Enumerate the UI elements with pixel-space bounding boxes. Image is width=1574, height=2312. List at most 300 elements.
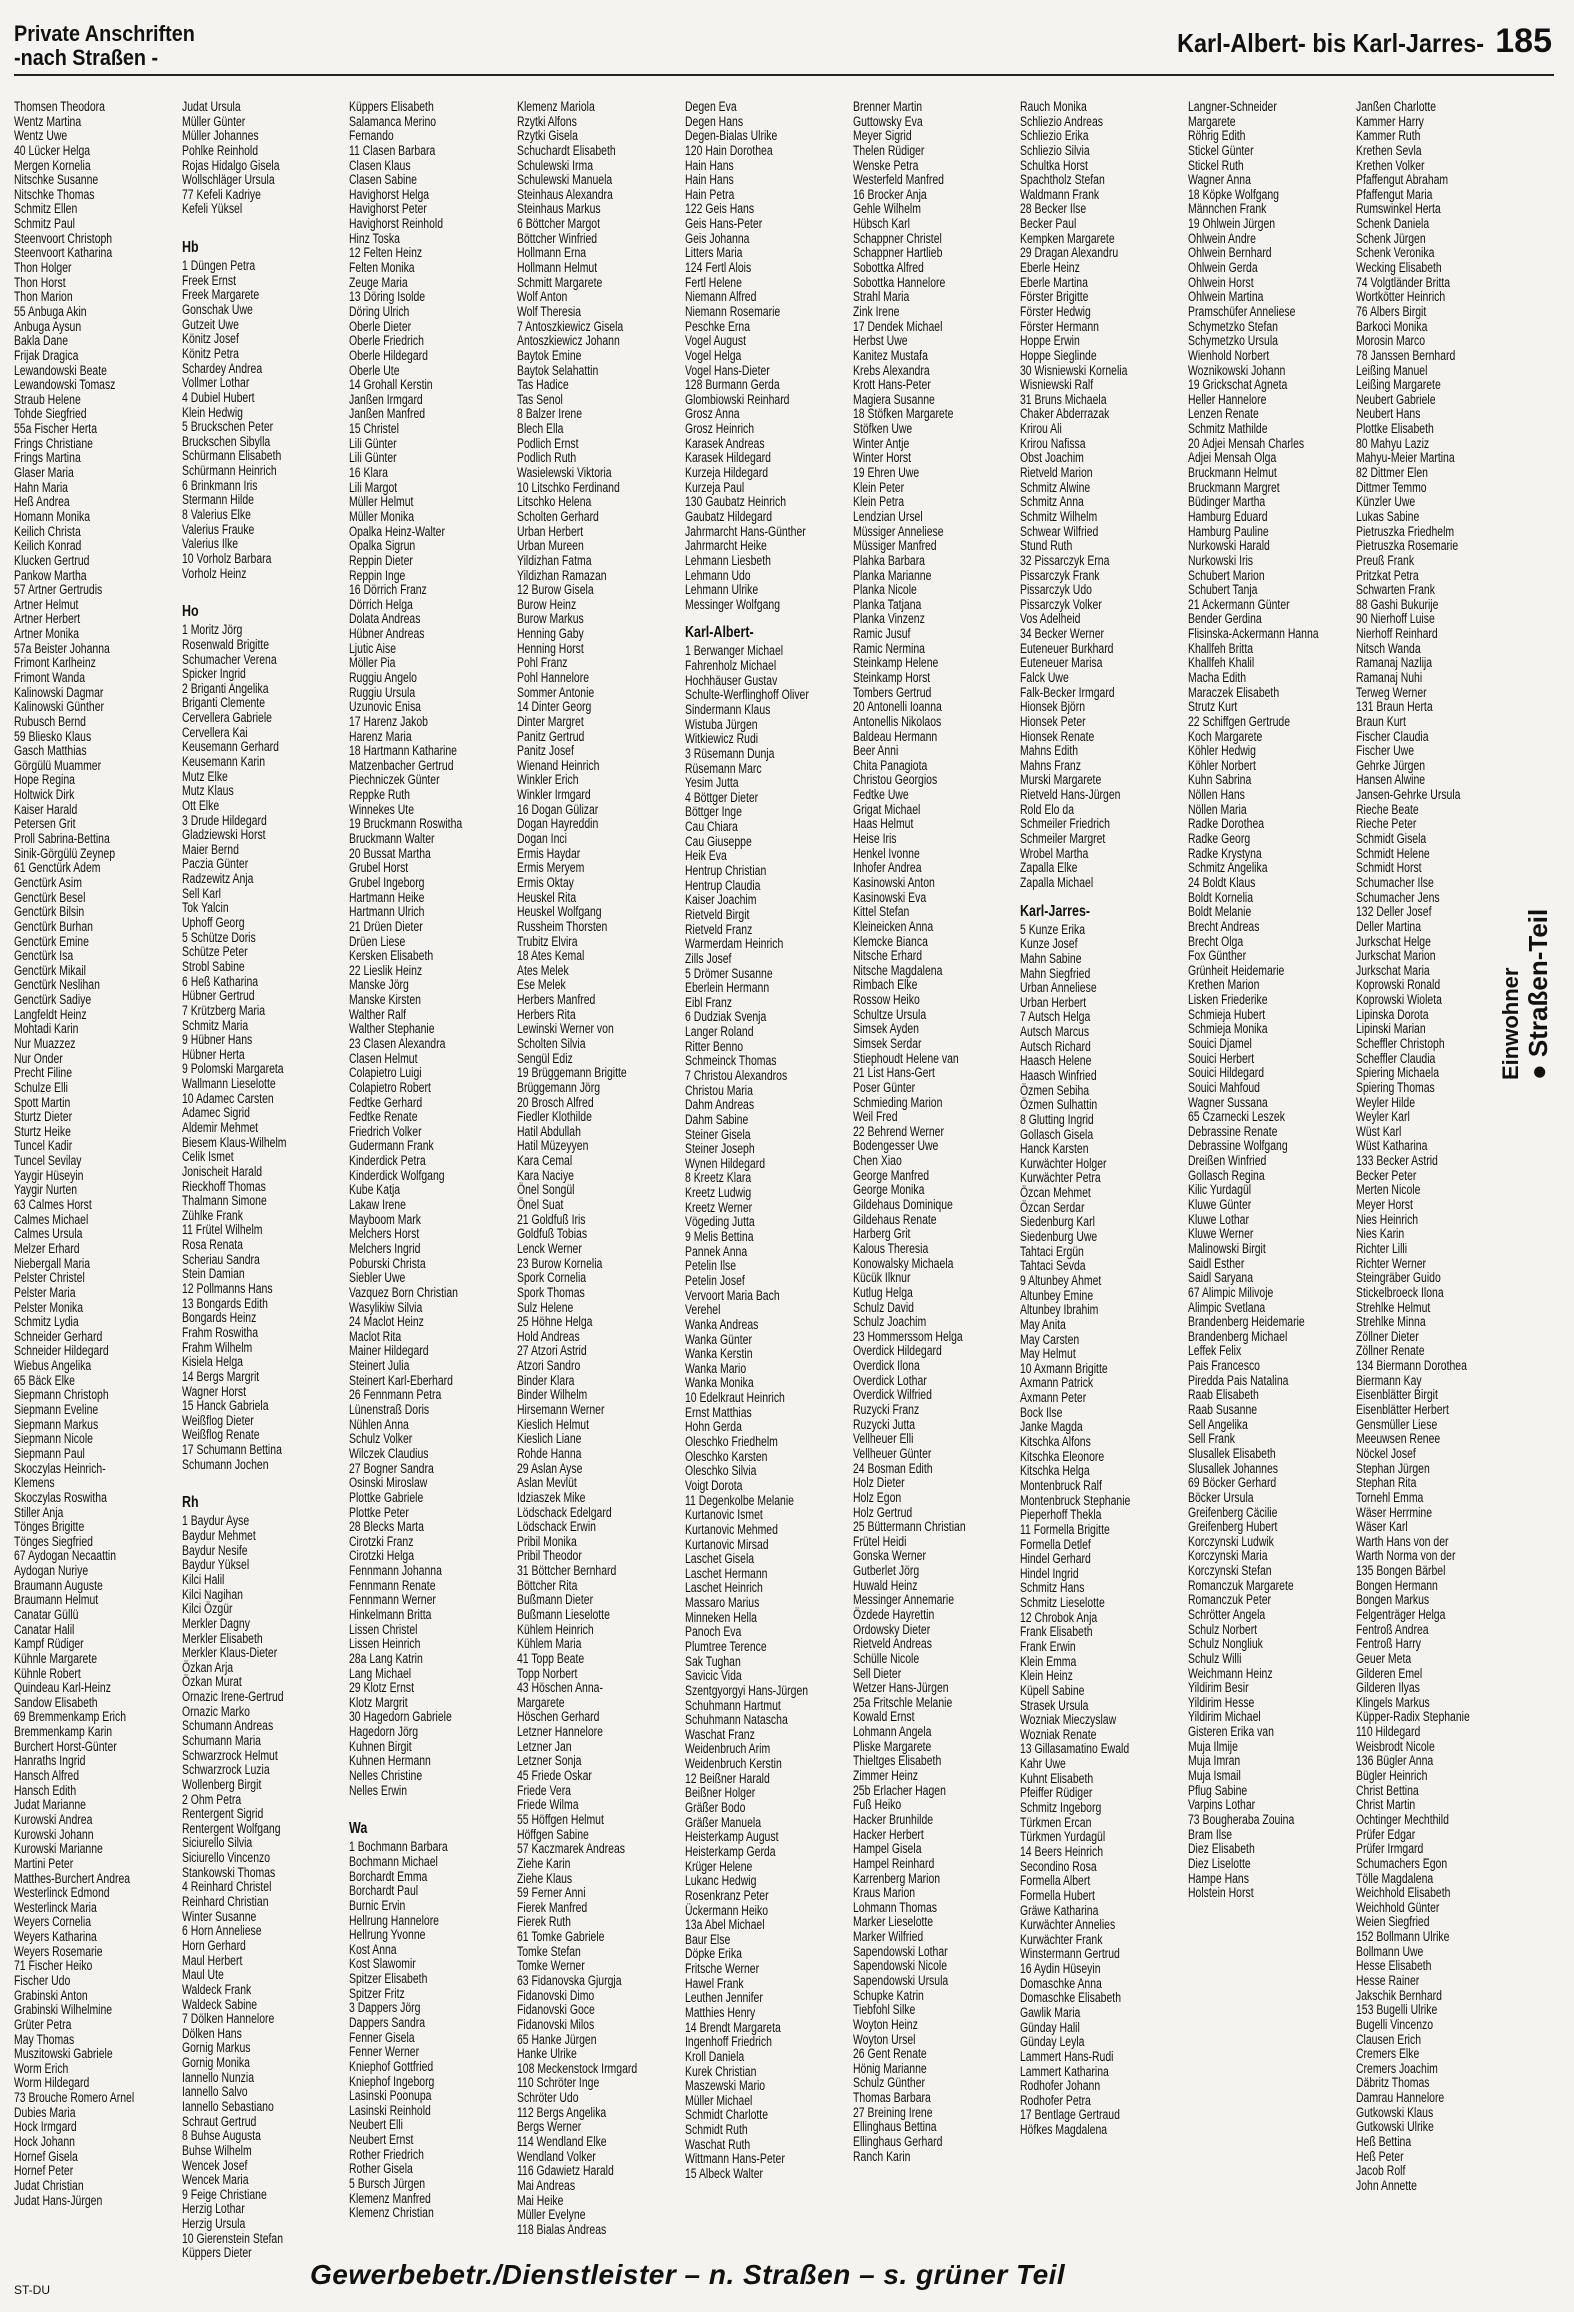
directory-entry: Schumann Andreas	[182, 1718, 274, 1734]
directory-entry: Eberlein Hermann	[685, 980, 770, 996]
directory-entry: Poburski Christa	[349, 1255, 426, 1271]
directory-entry: Meyer Sigrid	[853, 128, 912, 144]
directory-entry: Pohl Franz	[517, 655, 568, 671]
directory-entry: 20 Adjei Mensah Charles	[1188, 435, 1305, 451]
directory-entry: Hatil Müzeyyen	[517, 1138, 589, 1154]
directory-entry: Judat Hans-Jürgen	[14, 2192, 103, 2208]
directory-entry: Simsek Serdar	[853, 1036, 922, 1051]
directory-entry: Pelster Monika	[14, 1299, 84, 1315]
directory-entry: Christ Bettina	[1356, 1782, 1419, 1798]
directory-entry: Schubert Marion	[1188, 567, 1265, 583]
directory-entry: Altunbey Ibrahim	[1020, 1302, 1099, 1318]
directory-entry: Strahl Maria	[853, 289, 910, 305]
directory-entry: Ohlwein Bernhard	[1188, 245, 1272, 261]
directory-entry: Frings Martina	[14, 450, 81, 466]
directory-entry: 7 Autsch Helga	[1020, 1009, 1091, 1025]
directory-entry: 122 Geis Hans	[685, 201, 755, 217]
directory-entry: Autsch Marcus	[1020, 1024, 1090, 1040]
directory-entry: Baur Else	[685, 1931, 731, 1947]
directory-entry: Khallfeh Khalil	[1188, 655, 1255, 671]
directory-entry: Weyers Katharina	[14, 1929, 97, 1945]
directory-entry: Herzig Ursula	[182, 2216, 246, 2232]
directory-entry: Manske Jörg	[349, 977, 409, 993]
directory-entry: Hansen Alwine	[1356, 772, 1426, 788]
directory-entry: 63 Fidanovska Gjurgja	[517, 1973, 622, 1988]
directory-entry: 15 Christel	[349, 421, 399, 437]
directory-entry: Szentgyorgyi Hans-Jürgen	[685, 1682, 809, 1698]
directory-entry: Scholten Silvia	[517, 1036, 586, 1051]
directory-entry: Schmitt Margarete	[517, 274, 603, 290]
directory-entry: Hanck Karsten	[1020, 1141, 1089, 1157]
directory-entry: Hanke Ulrike	[517, 2046, 577, 2062]
directory-entry: Kilic Yurdagül	[1188, 1182, 1252, 1198]
directory-entry: Massaro Marius	[685, 1595, 760, 1611]
directory-entry: 8 Buhse Augusta	[182, 2128, 261, 2144]
directory-entry: Lehmann Ulrike	[685, 582, 759, 598]
directory-entry: Waldeck Sabine	[182, 1996, 258, 2012]
directory-entry: 59 Bliesko Klaus	[14, 728, 92, 744]
directory-entry: Fritsche Werner	[685, 1961, 760, 1977]
directory-entry: Rubusch Bernd	[14, 713, 87, 729]
directory-entry: Peschke Erna	[685, 318, 751, 334]
directory-entry: Letzner Hannelore	[517, 1724, 603, 1740]
directory-entry: Siebler Uwe	[349, 1270, 406, 1286]
directory-entry: Wagner Anna	[1188, 172, 1251, 188]
directory-entry: Gonschak Uwe	[182, 302, 253, 318]
directory-entry: Hain Petra	[685, 186, 735, 202]
directory-entry: Pissarczyk Frank	[1020, 567, 1100, 583]
directory-entry: Hansch Alfred	[14, 1768, 80, 1784]
directory-entry: Panitz Gertrud	[517, 728, 585, 744]
directory-entry: Pliske Margarete	[853, 1738, 932, 1754]
directory-entry: Mahns Edith	[1020, 743, 1079, 759]
directory-entry: 10 Vorholz Barbara	[182, 550, 272, 566]
street-heading: Wa	[349, 1820, 368, 1838]
directory-entry: Friedrich Volker	[349, 1123, 422, 1139]
directory-entry: Wasielewski Viktoria	[517, 465, 612, 481]
directory-entry: Fischer Udo	[14, 1973, 71, 1988]
directory-entry: Küpper-Radix Stephanie	[1356, 1709, 1470, 1725]
directory-entry: Sapendowski Nicole	[853, 1958, 948, 1974]
directory-entry: Klotz Margrit	[349, 1694, 408, 1710]
directory-entry: Winstermann Gertrud	[1020, 1946, 1120, 1962]
directory-entry: Gildehaus Dominique	[853, 1197, 953, 1213]
directory-entry: Neubert Elli	[349, 2117, 403, 2133]
directory-entry: Muszitowski Gabriele	[14, 2046, 113, 2062]
directory-entry: Schmeiler Margret	[1020, 831, 1106, 847]
directory-entry: Weidenbruch Kerstin	[685, 1756, 782, 1772]
directory-entry: 17 Dendek Michael	[853, 318, 943, 334]
directory-entry: Mayboom Mark	[349, 1211, 421, 1227]
street-heading: Karl-Albert-	[685, 624, 754, 642]
directory-entry: Krirou Nafissa	[1020, 435, 1086, 451]
directory-entry: Schmeinck Thomas	[685, 1053, 777, 1069]
directory-entry: Becker Peter	[1356, 1167, 1417, 1183]
directory-entry: Hansch Edith	[14, 1782, 77, 1798]
directory-entry: Slusallek Elisabeth	[1188, 1445, 1276, 1461]
directory-entry: Flisinska-Ackermann Hanna	[1188, 626, 1319, 642]
directory-entry: Chita Panagiota	[853, 757, 928, 773]
directory-entry: Grüter Petra	[14, 2016, 72, 2032]
directory-entry: Schmidt Gisela	[1356, 831, 1427, 847]
directory-entry: Winkler Erich	[517, 772, 579, 788]
directory-entry: Borchardt Paul	[349, 1883, 419, 1899]
directory-entry: Bußmann Lieselotte	[517, 1606, 610, 1622]
directory-entry: Nies Karin	[1356, 1226, 1405, 1242]
directory-entry: Scholten Gerhard	[517, 508, 599, 524]
directory-entry: Schneider Gerhard	[14, 1328, 103, 1344]
directory-entry: Hübsch Karl	[853, 216, 910, 232]
directory-entry: Wendland Volker	[517, 2148, 596, 2164]
directory-entry: Quindeau Karl-Heinz	[14, 1680, 111, 1696]
directory-entry: Ernst Matthias	[685, 1404, 752, 1420]
directory-entry: Spitzer Fritz	[349, 1985, 405, 2001]
directory-entry: Siepmann Christoph	[14, 1387, 109, 1403]
directory-entry: Kniephof Gottfried	[349, 2058, 434, 2074]
directory-entry: Klemenz Christian	[349, 2205, 434, 2221]
directory-entry: Bongen Markus	[1356, 1592, 1430, 1608]
directory-entry: Thon Marion	[14, 289, 73, 305]
directory-entry: 2 Briganti Angelika	[182, 680, 269, 696]
directory-entry: 24 Maclot Heinz	[349, 1314, 424, 1330]
directory-entry: 12 Pollmanns Hans	[182, 1281, 273, 1297]
directory-entry: Biermann Kay	[1356, 1372, 1422, 1388]
directory-entry: Steinert Karl-Eberhard	[349, 1372, 453, 1388]
directory-entry: Adjei Mensah Olga	[1188, 450, 1277, 466]
directory-entry: Hartmann Ulrich	[349, 904, 425, 920]
directory-entry: Frimont Wanda	[14, 669, 86, 685]
directory-entry: Vellheuer Elli	[853, 1431, 914, 1447]
directory-entry: Jonischeit Harald	[182, 1163, 263, 1179]
directory-entry: Hampel Gisela	[853, 1841, 922, 1857]
directory-entry: Huwald Heinz	[853, 1577, 918, 1593]
directory-entry: Gräwe Katharina	[1020, 1902, 1099, 1918]
directory-entry: Wilczek Claudius	[349, 1445, 429, 1461]
directory-entry: Schraut Gertrud	[182, 2113, 257, 2129]
directory-entry: Lasinski Reinhold	[349, 2102, 431, 2118]
directory-entry: Langner-Schneider	[1188, 100, 1277, 114]
directory-entry: Özcan Mehmet	[1020, 1185, 1091, 1201]
directory-entry: Formella Detlef	[1020, 1536, 1091, 1552]
directory-entry: Vorholz Heinz	[182, 565, 247, 581]
directory-entry: Krethen Marion	[1188, 977, 1260, 993]
directory-entry: Ritter Benno	[685, 1038, 744, 1054]
directory-entry: Özcan Serdar	[1020, 1199, 1085, 1215]
directory-entry: 133 Becker Astrid	[1356, 1153, 1438, 1169]
directory-entry: Leißing Manuel	[1356, 362, 1428, 378]
directory-entry: Müller Evelyne	[517, 2207, 586, 2223]
directory-entry: Weichhold Elisabeth	[1356, 1885, 1451, 1901]
directory-entry: Krott Hans-Peter	[853, 377, 931, 393]
directory-entry: Vollmer Lothar	[182, 375, 250, 391]
directory-entry: Kuhnen Birgit	[349, 1738, 412, 1754]
directory-entry: Planka Vinzenz	[853, 611, 925, 627]
directory-entry: Weyers Cornelia	[14, 1914, 92, 1930]
directory-entry: Sulz Helene	[517, 1299, 574, 1315]
directory-entry: Leißing Margarete	[1356, 377, 1441, 393]
directory-entry: Piredda Pais Natalina	[1188, 1372, 1289, 1388]
directory-entry: Schappner Hartlieb	[853, 245, 943, 261]
directory-entry: Nöllen Maria	[1188, 801, 1247, 817]
directory-entry: Oleschko Silvia	[685, 1463, 757, 1479]
directory-entry: 67 Aydogan Necaattin	[14, 1548, 117, 1564]
directory-entry: Jahrmarcht Heike	[685, 538, 767, 554]
directory-entry: Tahtaci Sevda	[1020, 1258, 1086, 1274]
directory-entry: Steenvoort Katharina	[14, 245, 113, 261]
directory-entry: Reppke Ruth	[349, 787, 410, 803]
directory-entry: Sturtz Heike	[14, 1123, 71, 1139]
directory-entry: Fennmann Johanna	[349, 1563, 442, 1579]
directory-entry: Schmitz Paul	[14, 216, 75, 232]
directory-entry: Domaschke Elisabeth	[1020, 1990, 1122, 2006]
directory-entry: Steinhaus Markus	[517, 201, 601, 217]
directory-entry: Däbritz Thomas	[1356, 2075, 1430, 2091]
directory-entry: Colapietro Luigi	[349, 1065, 422, 1081]
directory-entry: Judat Christian	[14, 2177, 84, 2193]
directory-entry: Precht Filine	[14, 1065, 73, 1081]
directory-entry: Nöllen Hans	[1188, 787, 1245, 803]
directory-entry: 12 Burow Gisela	[517, 582, 594, 598]
directory-entry: Maclot Rita	[349, 1328, 402, 1344]
directory-entry: Yildizhan Fatma	[517, 552, 592, 568]
directory-entry: George Monika	[853, 1182, 925, 1198]
directory-entry: Laschet Gisela	[685, 1551, 755, 1567]
directory-entry: Schubert Tanja	[1188, 582, 1258, 598]
directory-entry: Kaiser Joachim	[685, 892, 757, 908]
directory-entry: Antoszkiewicz Johann	[517, 333, 620, 349]
directory-entry: Böttcher Winfried	[517, 230, 598, 246]
directory-entry: Tomke Stefan	[517, 1943, 581, 1959]
directory-entry: 25 Büttermann Christian	[853, 1519, 966, 1535]
directory-entry: Bremmenkamp Karin	[14, 1724, 113, 1740]
directory-entry: Hamburg Eduard	[1188, 508, 1268, 524]
directory-entry: Bakla Dane	[14, 333, 69, 349]
directory-entry: Weil Fred	[853, 1109, 898, 1125]
directory-entry: 28 Becker Ilse	[1020, 201, 1087, 217]
directory-entry: Thon Horst	[14, 274, 66, 290]
directory-entry: 14 Brendt Margareta	[685, 2019, 781, 2035]
directory-entry: Schulewski Manuela	[517, 172, 613, 188]
directory-entry: Kitschka Eleonore	[1020, 1448, 1105, 1464]
directory-entry: Wittmann Hans-Peter	[685, 2151, 785, 2167]
directory-entry: Müller Helmut	[349, 494, 414, 510]
directory-entry: Domaschke Anna	[1020, 1975, 1102, 1991]
directory-entry: Wollschläger Ursula	[182, 172, 275, 188]
directory-entry: Hampe Hans	[1188, 1870, 1249, 1886]
directory-entry: 11 Degenkolbe Melanie	[685, 1492, 794, 1508]
directory-entry: Adamec Sigrid	[182, 1105, 250, 1121]
directory-entry: Lünenstraß Doris	[349, 1402, 430, 1418]
directory-entry: Gollasch Gisela	[1020, 1126, 1094, 1142]
directory-entry: 10 Edelkraut Heinrich	[685, 1390, 785, 1406]
directory-entry: 21 Drüen Dieter	[349, 918, 423, 934]
directory-entry: Weyler Karl	[1356, 1109, 1410, 1125]
directory-entry: Mahns Franz	[1020, 757, 1081, 773]
directory-entry: Bergs Werner	[517, 2119, 582, 2135]
directory-entry: Martini Peter	[14, 1855, 74, 1871]
side-label-residents: Einwohner	[1498, 967, 1523, 1080]
directory-entry: Debrassine Renate	[1188, 1123, 1278, 1139]
directory-entry: 6 Horn Anneliese	[182, 1923, 262, 1939]
directory-entry: Pieperhoff Thekla	[1020, 1507, 1102, 1523]
directory-entry: Woznikowski Johann	[1188, 362, 1286, 378]
directory-entry: Schenk Veronika	[1356, 245, 1435, 261]
directory-entry: Spitzer Elisabeth	[349, 1971, 428, 1987]
directory-entry: 11 Clasen Barbara	[349, 142, 436, 158]
directory-entry: Tahtaci Ergün	[1020, 1243, 1084, 1259]
directory-entry: Hacker Herbert	[853, 1826, 924, 1842]
directory-entry: Prüfer Edgar	[1356, 1826, 1416, 1842]
directory-entry: Wanka Günter	[685, 1331, 752, 1347]
directory-entry: Atzori Sandro	[517, 1358, 581, 1374]
directory-entry: Hope Regina	[14, 772, 75, 788]
directory-entry: Fidanovski Dimo	[517, 1987, 595, 2003]
directory-entry: Spott Martin	[14, 1094, 71, 1110]
directory-entry: Kahr Uwe	[1020, 1756, 1066, 1772]
directory-entry: Spicker Ingrid	[182, 666, 246, 682]
directory-entry: Plottke Elisabeth	[1356, 421, 1434, 437]
directory-entry: Tombers Gertrud	[853, 684, 932, 700]
directory-entry: Christou Maria	[685, 1082, 753, 1098]
directory-entry: Matthies Henry	[685, 2005, 756, 2020]
directory-entry: Nitschke Susanne	[14, 172, 99, 188]
directory-entry: Reppin Dieter	[349, 552, 413, 568]
directory-entry: Rossow Heiko	[853, 992, 920, 1008]
directory-entry: Pramschüfer Anneliese	[1188, 303, 1296, 319]
directory-entry: Saidl Esther	[1188, 1255, 1245, 1271]
directory-entry: May Helmut	[1020, 1346, 1076, 1362]
directory-entry: Steinkamp Helene	[853, 655, 939, 671]
directory-entry: Ranch Karin	[853, 2148, 911, 2164]
directory-entry: Dahm Sabine	[685, 1111, 749, 1127]
directory-entry: Hornef Peter	[14, 2163, 74, 2179]
directory-entry: Romanczuk Margarete	[1188, 1577, 1294, 1593]
directory-entry: 40 Lücker Helga	[14, 142, 91, 158]
directory-entry: Biesem Klaus-Wilhelm	[182, 1134, 287, 1150]
directory-entry: 23 Hommerssom Helga	[853, 1328, 963, 1344]
directory-entry: Tornehl Emma	[1356, 1489, 1424, 1505]
directory-entry: Schmieding Marion	[853, 1094, 943, 1110]
directory-entry: 61 Tomke Gabriele	[517, 1929, 605, 1945]
directory-entry: Topp Norbert	[517, 1665, 578, 1681]
directory-entry: Bollmann Uwe	[1356, 1943, 1424, 1959]
directory-entry: Kalinowski Günther	[14, 699, 104, 715]
directory-entry: Kasinowski Eva	[853, 889, 927, 905]
directory-entry: Vazquez Born Christian	[349, 1284, 458, 1300]
directory-entry: Zink Irene	[853, 303, 900, 319]
directory-entry: Kurwächter Petra	[1020, 1170, 1101, 1186]
directory-entry: Rietveld Andreas	[853, 1636, 932, 1652]
directory-entry: Woyton Ursel	[853, 2031, 916, 2047]
directory-entry: Briganti Clemente	[182, 695, 266, 711]
directory-entry: Schmitz Anna	[1020, 494, 1084, 510]
directory-entry: Dogan Hayreddin	[517, 816, 599, 832]
directory-entry: Pissarczyk Volker	[1020, 596, 1102, 612]
directory-entry: Brecht Andreas	[1188, 918, 1260, 934]
directory-entry: Frimont Karlheinz	[14, 655, 96, 671]
directory-entry: Aslan Mevlüt	[517, 1475, 577, 1491]
directory-entry: Özdede Hayrettin	[853, 1606, 935, 1622]
directory-entry: 8 Kreetz Klara	[685, 1170, 752, 1186]
directory-column-9	[1356, 100, 1514, 2262]
directory-entry: Nitsche Erhard	[853, 948, 923, 964]
directory-entry: Mahyu-Meier Martina	[1356, 450, 1455, 466]
directory-entry: Ellinghaus Bettina	[853, 2119, 937, 2135]
directory-entry: 17 Schumann Bettina	[182, 1442, 282, 1458]
directory-entry: Worm Hildegard	[14, 2075, 90, 2091]
directory-entry: Schumann Jochen	[182, 1456, 269, 1472]
directory-entry: Scheriau Sandra	[182, 1251, 260, 1267]
directory-entry: Günday Halil	[1020, 2019, 1080, 2035]
directory-entry: 14 Bergs Margrit	[182, 1368, 260, 1384]
directory-entry: Gräßer Bodo	[685, 1800, 746, 1816]
directory-entry: Krebs Alexandra	[853, 362, 930, 378]
directory-entry: Krethen Volker	[1356, 157, 1425, 173]
directory-entry: 4 Böttger Dieter	[685, 789, 759, 805]
directory-entry: Steingräber Guido	[1356, 1270, 1441, 1286]
directory-entry: Krüger Helene	[685, 1858, 753, 1874]
directory-entry: Kieslich Helmut	[517, 1416, 589, 1432]
directory-entry: 16 Brocker Anja	[853, 186, 927, 202]
directory-entry: Ramanaj Nuhi	[1356, 669, 1423, 685]
directory-entry: Küpell Sabine	[1020, 1682, 1085, 1698]
directory-entry: Eibl Franz	[685, 994, 733, 1010]
directory-entry: Genctürk Emine	[14, 933, 89, 949]
directory-entry: 31 Bruns Michaela	[1020, 391, 1107, 407]
directory-entry: Grosz Anna	[685, 406, 740, 422]
directory-entry: Lehmann Udo	[685, 567, 751, 583]
directory-entry: Eberle Heinz	[1020, 260, 1080, 276]
directory-entry: 26 Gent Renate	[853, 2046, 927, 2062]
directory-entry: 9 Feige Christiane	[182, 2186, 267, 2202]
directory-entry: Sell Frank	[1188, 1431, 1236, 1447]
directory-entry: 21 Goldfuß Iris	[517, 1211, 586, 1227]
directory-entry: Sturtz Dieter	[14, 1109, 73, 1125]
directory-entry: Wäser Karl	[1356, 1519, 1408, 1535]
directory-entry: Schmidt Helene	[1356, 845, 1430, 861]
directory-entry: Kroll Daniela	[685, 2048, 745, 2064]
directory-entry: 25b Erlacher Hagen	[853, 1782, 946, 1798]
directory-entry: Rohde Hanna	[517, 1445, 582, 1461]
directory-entry: Planka Tatjana	[853, 596, 922, 612]
directory-entry: Fenner Gisela	[349, 2029, 415, 2045]
directory-entry: 74 Volgtländer Britta	[1356, 274, 1451, 290]
directory-entry: 16 Klara	[349, 465, 388, 481]
directory-entry: Wollenberg Birgit	[182, 1776, 262, 1792]
directory-entry: Leuthen Jennifer	[685, 1990, 763, 2006]
directory-entry: 57 Kaczmarek Andreas	[517, 1841, 625, 1857]
directory-entry: Klein Petra	[853, 494, 905, 510]
directory-entry: Lukas Sabine	[1356, 508, 1420, 524]
directory-entry: 108 Meckenstock Irmgard	[517, 2060, 638, 2076]
page-header	[0, 0, 1574, 72]
directory-entry: 14 Grohall Kerstin	[349, 377, 433, 393]
directory-entry: Rieche Peter	[1356, 816, 1417, 832]
directory-entry: Kieslich Liane	[517, 1431, 582, 1447]
directory-entry: Heß Bettina	[1356, 2134, 1412, 2150]
directory-column-6	[853, 100, 1011, 2262]
directory-entry: Herbers Manfred	[517, 992, 596, 1008]
directory-entry: Neubert Hans	[1356, 406, 1421, 422]
directory-entry: Planka Nicole	[853, 582, 917, 598]
directory-entry: 17 Harenz Jakob	[349, 713, 428, 729]
directory-entry: Nelles Erwin	[349, 1782, 408, 1798]
directory-entry: Weidenbruch Arim	[685, 1741, 771, 1757]
directory-entry: Lukanc Hedwig	[685, 1873, 757, 1889]
directory-entry: Müssiger Manfred	[853, 538, 937, 554]
directory-entry: Overdick Ilona	[853, 1358, 920, 1374]
directory-entry: 34 Becker Werner	[1020, 626, 1104, 642]
